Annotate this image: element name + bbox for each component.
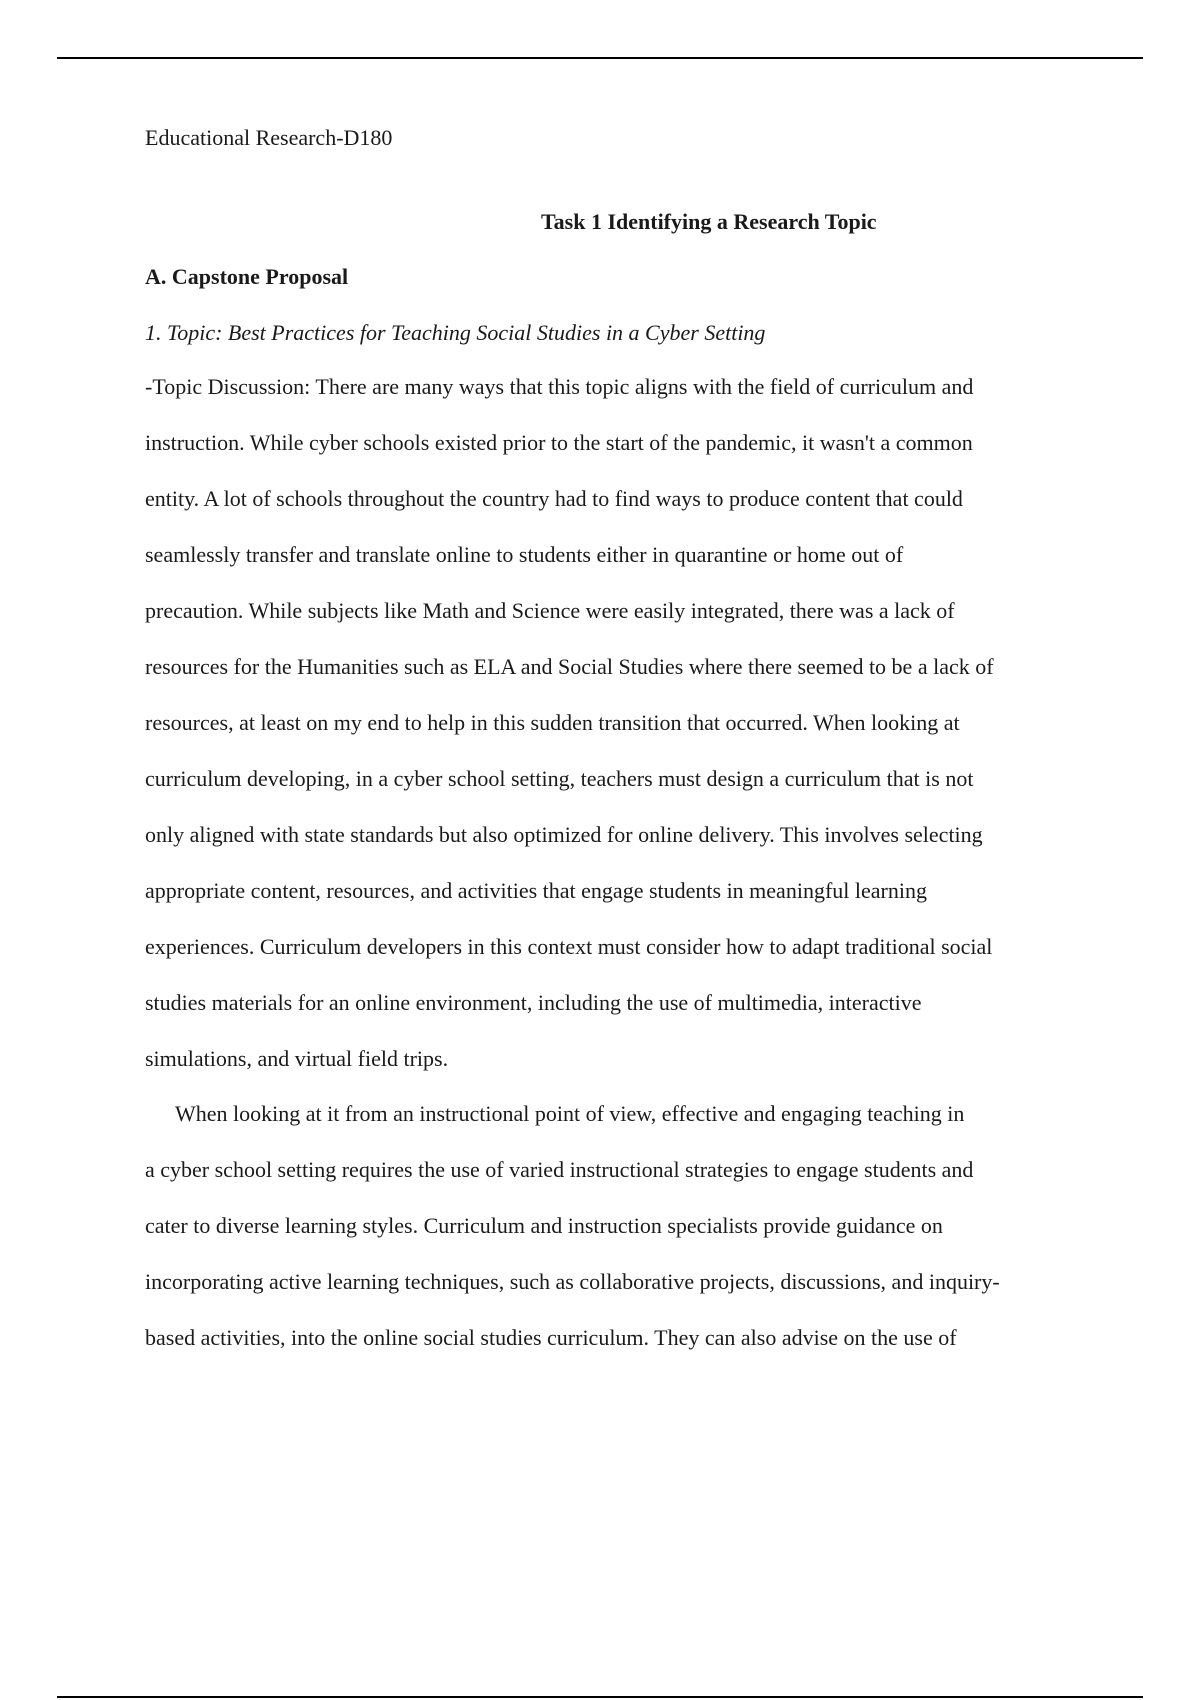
section-heading: A. Capstone Proposal [145, 264, 349, 289]
text-line: When looking at it from an instructional point of view, effective and engaging teaching in [175, 1101, 965, 1126]
text-line: resources, at least on my end to help in this sudden transition that occurred. When looking at [145, 710, 960, 735]
text-line: a cyber school setting requires the use of varied instructional strategies to engage students and [145, 1157, 974, 1182]
topic-line: 1. Topic: Best Practices for Teaching Social Studies in a Cyber Setting [145, 320, 766, 345]
text-line: -Topic Discussion: There are many ways that this topic aligns with the field of curriculum and [145, 374, 974, 399]
document-title: Task 1 Identifying a Research Topic [541, 209, 877, 234]
text-line: precaution. While subjects like Math and Science were easily integrated, there was a lack of [145, 598, 955, 623]
text-line: entity. A lot of schools throughout the country had to find ways to produce content that could [145, 486, 963, 511]
text-line: appropriate content, resources, and activities that engage students in meaningful learning [145, 878, 927, 903]
bottom-rule [57, 1696, 1143, 1698]
text-line: resources for the Humanities such as ELA and Social Studies where there seemed to be a lack of [145, 654, 994, 679]
course-label: Educational Research-D180 [145, 125, 393, 150]
text-line: experiences. Curriculum developers in this context must consider how to adapt traditional social [145, 934, 993, 959]
text-line: instruction. While cyber schools existed prior to the start of the pandemic, it wasn't a common [145, 430, 973, 455]
text-line: only aligned with state standards but also optimized for online delivery. This involves selecting [145, 822, 983, 847]
paragraph-instructional [145, 1099, 1090, 1379]
text-line: seamlessly transfer and translate online to students either in quarantine or home out of [145, 542, 904, 567]
paragraph-topic-discussion [145, 372, 1090, 1100]
top-rule [57, 57, 1143, 59]
text-line: incorporating active learning techniques, such as collaborative projects, discussions, and inquiry- [145, 1269, 1000, 1294]
document-body [145, 123, 1090, 1350]
text-line: curriculum developing, in a cyber school setting, teachers must design a curriculum that is not [145, 766, 974, 791]
text-line: based activities, into the online social studies curriculum. They can also advise on the use of [145, 1325, 957, 1350]
text-line: simulations, and virtual field trips. [145, 1046, 449, 1071]
text-line: studies materials for an online environment, including the use of multimedia, interactive [145, 990, 922, 1015]
text-line: cater to diverse learning styles. Curriculum and instruction specialists provide guidance on [145, 1213, 943, 1238]
